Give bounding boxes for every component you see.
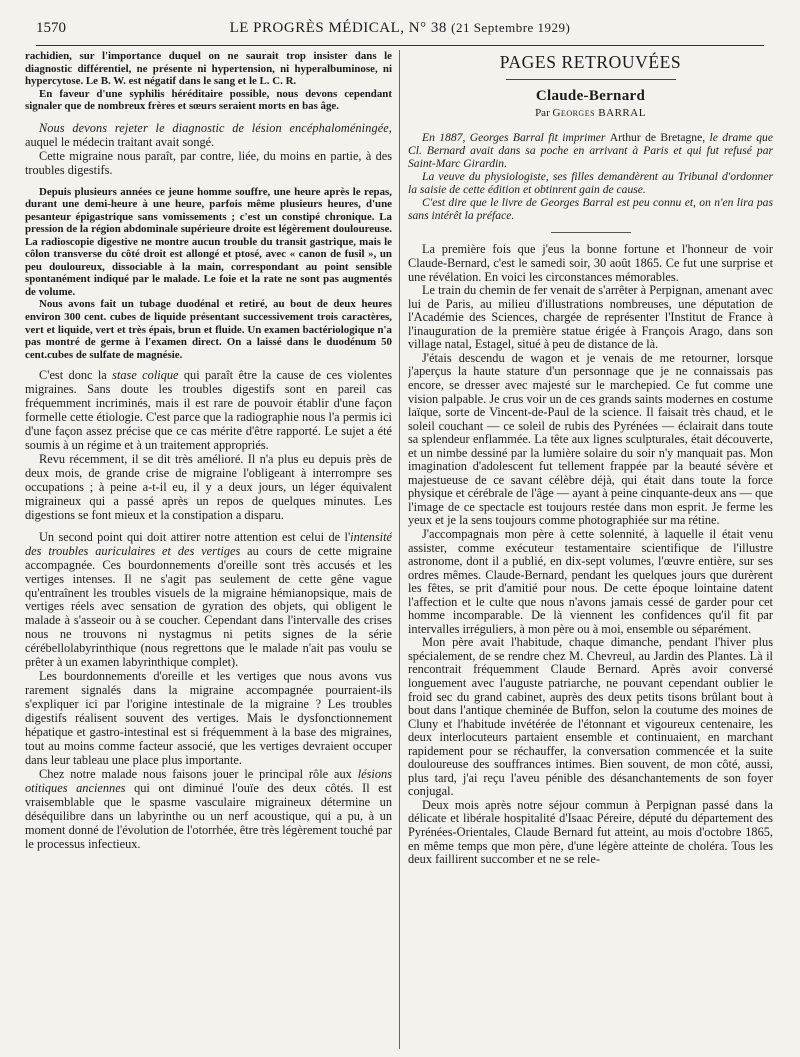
revu-paragraph: Revu récemment, il se dit très amélioré. Il n'a plus eu depuis près de deux mois, de grande crise de migraine l'obligeant à interrompre ses occupations ; à peine a-t-il eu, il y a deux jours, un léger équivalent migraineux qui a passé après un repos de quelques minutes. Les digestions se font mieux et la constipation a disparu. <box>25 451 392 522</box>
article-body <box>408 243 773 866</box>
right-column <box>408 50 773 1049</box>
case-paragraph: rachidien, sur l'importance duquel on ne saurait trop insister dans le diagnostic différentiel, ne présente ni hypertension, ni hyperalbuminose, ni hypercytose. Le B. W. est négatif dans le sang et le L. C. R. <box>25 50 392 88</box>
diagnosis-italic: Nous devons rejeter le diagnostic de lésion encéphaloméningée, <box>39 120 392 135</box>
case-continued <box>25 50 392 113</box>
article-paragraph: Deux mois après notre séjour commun à Perpignan passé dans la délicate et libérale hospitalité d'Isaac Péreire, député du département des Pyrénées-Orientales, Claude Bernard fut atteint, au mois d'octobre 1865, en même temps que mon père, d'une légère atteinte de choléra. Tous les deux faillirent succomber et ne se rele- <box>408 797 773 867</box>
diagnosis-paragraph: Nous devons rejeter le diagnostic de lésion encéphaloméningée, auquel le médecin traitant avait songé. <box>25 120 392 149</box>
section-title: PAGES RETROUVÉES <box>499 52 682 72</box>
lesions-paragraph: Chez notre malade nous faisons jouer le principal rôle aux lésions otitiques anciennes qui ont diminué l'ouïe des deux côtés. Il est vraisemblable que le spasme vasculaire migraineux détermine un déséquilibre dans un labyrinthe ou un nerf acoustique, qui a pu, à un moment donné de l'évolution de l'otorrhée, être très légèrement touché par le processus infectieux. <box>25 766 392 851</box>
epigraph-paragraph: La veuve du physiologiste, ses filles demandèrent au Tribunal d'ordonner la saisie de cette édition et obtinrent gain de cause. <box>408 169 773 196</box>
case-detail-paragraph: Nous avons fait un tubage duodénal et retiré, au bout de deux heures environ 300 cent. cubes de liquide présentant successivement trois caractères, vert et liquide, vert et très épais, brun et fluide. Un examen bactériologique n'a pas montré de germe à l'examen direct. On a laissé dans le duodénum 50 cent.cubes de sulfate de magnésie. <box>25 298 392 361</box>
digestive-intro-paragraph: Cette migraine nous paraît, par contre, liée, du moins en partie, à des troubles digestifs. <box>25 149 392 178</box>
article-paragraph: J'étais descendu de wagon et je venais de me retourner, lorsque j'aperçus la haute stature d'un personnage que je ne connaissais pas encore, se dresser avec majesté sur le marchepied. Ce fut comme une vision palpable. Je crus voir un de ces grands saints modernes en costume laïque, sorte de Vincent-de-Paul de la science. Il faisait très chaud, et le soleil couchant — ce soleil de rubis des Pyrénées — éclairait dans toute sa splendeur enflammée. La tête aux lignes sculpturales, était découverte, et un nimbe dessiné par la lumière solaire du soir n'y manquait pas. Mon imagination d'adolescent fut tellement frappée par la beauté sévère et majestueuse de ce savant célèbre déjà, qui était dans toute la force physique et cérébrale de l'âge — ayant à peine cinquante-deux ans — que l'image de ce spectacle est toujours restée dans mon esprit. Je ferme les yeux et je la sens toujours comme photographiée sur ma rétine. <box>408 350 773 528</box>
journal-title: LE PROGRÈS MÉDICAL, N° 38 <box>229 20 447 36</box>
second-point-paragraph: Un second point qui doit attirer notre attention est celui de l'intensité des troubles auriculaires et des vertiges au cours de cette migraine accompagnée. Ces bourdonnements d'oreille sont très accusés et les vertiges intenses. Il ne s'agit pas seulement de cette gêne vague qu'entraînent les troubles visuels de la migraine hémianopsique, mais de vertiges réels avec sensation de gyration des objets, qui obligent le malade à s'asseoir ou à se coucher. Cependant dans l'intervalle des crises nous ne trouvons ni nystagmus ni petits signes de la série cérébellolabyrinthique (nous regrettons que le malade n'ait pas voulu se prêter à un examen labyrinthique complet). <box>25 529 392 670</box>
case-paragraph: En faveur d'une syphilis héréditaire possible, nous devons cependant signaler que de nombreux frères et sœurs seraient morts en bas âge. <box>25 87 392 113</box>
article-paragraph: Mon père avait l'habitude, chaque dimanche, pendant l'hiver plus spécialement, de se rendre chez M. Chevreul, au Jardin des Plantes. Là il rencontrait fréquemment Claude Bernard. Après avoir conversé longuement avec l'auguste patriarche, ne pouvant cependant oublier le froid sec du grand cabinet, auprès des deux petits tisons brûlant bout à bout dans l'antique cheminée de Buffon, selon la coutume des moines de Cluny et l'habitude invétérée de l'étonnant et vigoureux centenaire, les deux interlocuteurs partaient ensemble et continuaient, en marchant rapidement pour se réchauffer, la conversation commencée et la suite douloureuse des souffrances intimes. Bien souvent, de mon côté, aussi, plus tard, j'ai reçu l'aveu pénible des désanchantements de son foyer conjugal. <box>408 635 773 799</box>
header-rule <box>36 45 764 46</box>
author: Georges BARRAL <box>552 107 646 120</box>
stase-paragraph: C'est donc la stase colique qui paraît être la cause de ces violentes migraines. Sans doute les troubles digestifs sont en pareil cas fréquemment incriminés, mais il est rare de pouvoir établir d'une façon formelle cette étiologie. C'est parce que la radiographie nous l'a permis ici d'une façon assez précise que ce cas mérite d'être rapporté. Le sujet a été soumis à un régime et à un traitement appropriés. <box>25 368 392 452</box>
epigraph-rule <box>551 232 631 233</box>
page-number: 1570 <box>36 20 66 36</box>
bourdonnements-paragraph: Les bourdonnements d'oreille et les vertiges que nous avons vus rarement signalés dans la migraine accompagnée pourraient-ils s'expliquer ici par l'origine intestinale de la migraine ? Les troubles digestifs réalisent souvent des vertiges. Mais le dysfonctionnement hépatique et gastro-intestinal est si fréquemment à la base des migraines, tout au moins comme facteur associé, que les vertiges devraient occuper dans leur tableau une place plus importante. <box>25 669 392 767</box>
page-header <box>36 20 764 44</box>
section-rule <box>506 79 676 80</box>
article-title: Claude-Bernard <box>535 88 646 105</box>
article-paragraph: J'accompagnais mon père à cette solennité, à laquelle il était venu assister, comme exécuteur testamentaire scientifique de l'illustre astronome, dont il a publié, en dix-sept volumes, l'œuvre entière, sur ses ordres mêmes. Claude-Bernard, pendant les quelques jours que durèrent les fêtes, se prit d'amitié pour nous. De cette époque lointaine datent l'affection et le culte que nous n'avons jamais cessé de garder pour cet homme incomparable. De là viennent les confidences qu'il fit par intervalles irréguliers, à mon père ou à moi, ensemble ou séparément. <box>408 526 773 636</box>
left-column <box>25 50 392 1049</box>
case-details <box>25 186 392 362</box>
case-detail-paragraph: Depuis plusieurs années ce jeune homme souffre, une heure après le repas, durant une demi-heure à une heure, parfois même plusieurs heures, d'une pesanteur épigastrique sans vomissements ; c'est un constipé chronique. La pression de la région abdominale supérieure droite est légèrement douloureuse. La radioscopie digestive ne montre aucun trouble du transit gastrique, mais le côlon transverse du côté droit est allongé et ptosé, avec « canon de fusil », un peu douloureux, dissociable à la main, correspondant au point sensible spontanément indiqué par le malade. Le foie et la rate ne sont pas augmentés de volume. <box>25 185 392 298</box>
epigraph-paragraph: C'est dire que le livre de Georges Barral est peu connu et, on n'en lira pas sans intérêt la préface. <box>408 195 773 222</box>
byline: Par Georges BARRAL <box>535 107 646 120</box>
epigraph-paragraph: En 1887, Georges Barral fit imprimer Arthur de Bretagne, le drame que Cl. Bernard avait dans sa poche en arrivant à Paris et qui fut refusé par Saint-Marc Girardin. <box>408 131 773 170</box>
journal-title-line <box>36 20 764 37</box>
column-divider <box>399 50 400 1049</box>
epigraph <box>408 132 773 222</box>
article-paragraph: Le train du chemin de fer venait de s'arrêter à Perpignan, amenant avec lui de Paris, au milieu d'illustrations nombreuses, une députation de l'Académie des Sciences, chargée de représenter l'Institut de France à l'inauguration de la première statue érigée à François Arago, dans son village natal, Estagel, situé à peu de distance de là. <box>408 283 773 352</box>
issue-date: (21 Septembre 1929) <box>451 20 571 35</box>
article-paragraph: La première fois que j'eus la bonne fortune et l'honneur de voir Claude-Bernard, c'est le samedi soir, 30 août 1865. Ce fut une surprise et une révélation. En voici les circonstances mémorables. <box>408 242 773 284</box>
